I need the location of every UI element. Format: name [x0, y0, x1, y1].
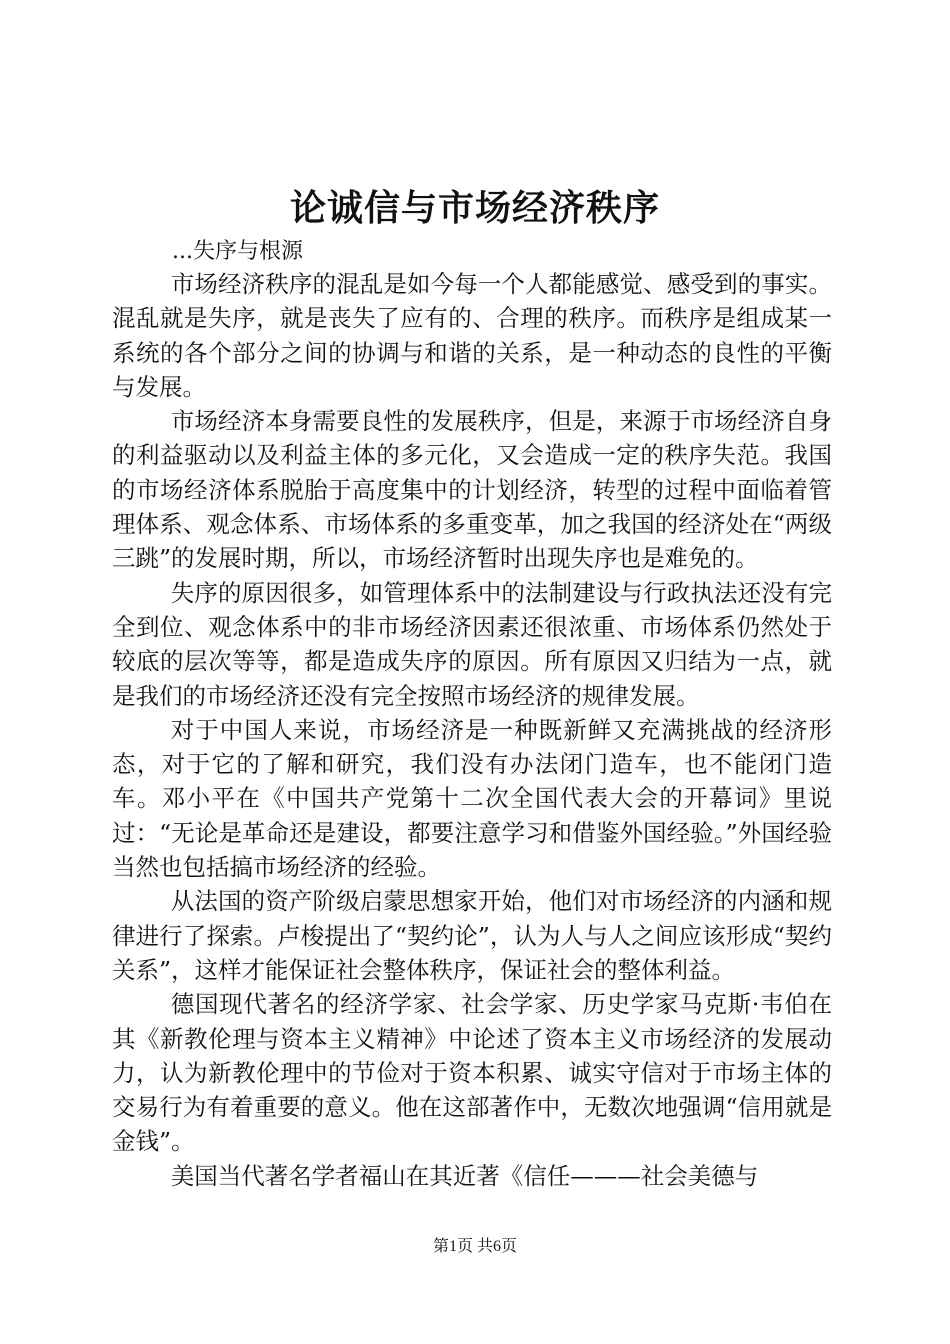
- document-title: 论诚信与市场经济秩序: [289, 187, 660, 229]
- paragraph: 美国当代著名学者福山在其近著《信任———社会美德与: [170, 1161, 759, 1190]
- paragraph: 市场经济本身需要良性的发展秩序，但是，来源于市场经济自身的利益驱动以及利益主体的多元化，又会造成一定的秩序失范。我国的市场经济体系脱胎于高度集中的计划经济，转型的过程中面临着管理体系、观念体系、市场体系的多重变革，加之我国的经济处在“两级三跳”的发展时期，所以，市场经济暂时出现失序也是难免的。: [112, 407, 832, 573]
- section-subheading: ...失序与根源: [172, 239, 303, 264]
- paragraph: 失序的原因很多，如管理体系中的法制建设与行政执法还没有完全到位、观念体系中的非市场经济因素还很浓重、市场体系仍然处于较底的层次等等，都是造成失序的原因。所有原因又归结为一点，就是我们的市场经济还没有完全按照市场经济的规律发展。: [112, 578, 832, 710]
- paragraph: 市场经济秩序的混乱是如今每一个人都能感觉、感受到的事实。混乱就是失序，就是丧失了应有的、合理的秩序。而秩序是组成某一系统的各个部分之间的协调与和谐的关系，是一种动态的良性的平衡与发展。: [112, 270, 832, 401]
- paragraph: 德国现代著名的经济学家、社会学家、历史学家马克斯·韦伯在其《新教伦理与资本主义精神》中论述了资本主义市场经济的发展动力，认为新教伦理中的节俭对于资本积累、诚实守信对于市场主体的交易行为有着重要的意义。他在这部著作中，无数次地强调“信用就是金钱”。: [112, 990, 832, 1156]
- page-footer: 第1页 共6页: [432, 1238, 517, 1255]
- paragraph: 从法国的资产阶级启蒙思想家开始，他们对市场经济的内涵和规律进行了探索。卢梭提出了“契约论”，认为人与人之间应该形成“契约关系”，这样才能保证社会整体秩序，保证社会的整体利益。: [112, 887, 832, 984]
- document-body: [112, 237, 832, 1193]
- paragraph: 对于中国人来说，市场经济是一种既新鲜又充满挑战的经济形态，对于它的了解和研究，我们没有办法闭门造车，也不能闭门造车。邓小平在《中国共产党第十二次全国代表大会的开幕词》里说过：“无论是革命还是建设，都要注意学习和借鉴外国经验。”外国经验当然也包括搞市场经济的经验。: [112, 715, 832, 882]
